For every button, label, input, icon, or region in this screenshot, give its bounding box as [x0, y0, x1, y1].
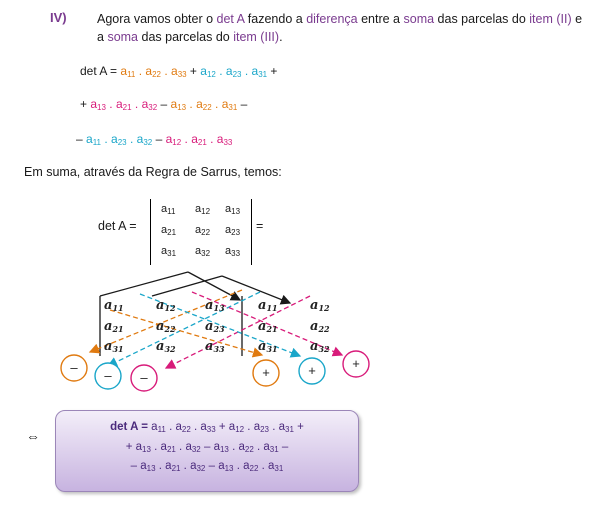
matrix-element: $a_{21}$: [191, 132, 207, 147]
text-segment: .: [131, 97, 142, 111]
matrix-element: $a_{23}$: [253, 421, 270, 434]
determinant-matrix: [150, 199, 252, 265]
text-segment: (II): [556, 12, 572, 26]
matrix-element: $a_{31}$: [221, 97, 238, 112]
minus-sign-icon: [131, 365, 157, 391]
text-segment: soma: [107, 30, 139, 44]
text-segment: .: [215, 64, 226, 78]
result-line: [56, 441, 358, 454]
matrix-cell: $a_{13}$: [225, 203, 241, 216]
matrix-element: $a_{23}$: [225, 64, 242, 79]
text-segment: –: [205, 460, 219, 472]
minus-sign-icon: [95, 363, 121, 389]
text-segment: .: [126, 132, 137, 146]
sarrus-cell: $a_{13}$: [205, 298, 225, 313]
copy-arrow: [222, 276, 290, 303]
matrix-element: $a_{13}$: [140, 460, 156, 473]
result-line: [56, 460, 358, 473]
matrix-element: $a_{11}$: [120, 64, 136, 79]
text-segment: .: [258, 460, 268, 472]
sarrus-cell: $a_{12}$: [310, 298, 330, 313]
formula-line-1: [80, 64, 277, 79]
matrix-element: $a_{21}$: [160, 441, 176, 454]
svg-text:+: +: [352, 356, 360, 371]
text-segment: fazendo a: [244, 12, 307, 26]
text-segment: –: [76, 132, 87, 146]
sarrus-cell: $a_{11}$: [104, 298, 124, 313]
result-box: [55, 410, 359, 492]
sarrus-cell: $a_{33}$: [205, 339, 225, 354]
matrix-element: $a_{13}$: [170, 97, 187, 112]
text-segment: .: [269, 421, 279, 433]
text-segment: .: [211, 97, 222, 111]
text-segment: .: [186, 97, 197, 111]
sarrus-cell: $a_{12}$: [156, 298, 176, 313]
sarrus-cell: $a_{32}$: [156, 339, 176, 354]
summary-text: Em suma, através da Regra de Sarrus, temos:: [24, 165, 282, 179]
matrix-element: $a_{13}$: [213, 441, 229, 454]
text-segment: .: [206, 132, 217, 146]
text-segment: .: [181, 132, 192, 146]
text-segment: .: [233, 460, 244, 472]
text-segment: .: [101, 132, 112, 146]
text-segment: +: [215, 421, 229, 433]
matrix-element: $a_{13}$: [218, 460, 234, 473]
text-segment: diferença: [306, 12, 358, 26]
sarrus-cell: $a_{22}$: [156, 319, 176, 334]
svg-text:+: +: [262, 365, 270, 380]
text-segment: .: [228, 441, 239, 453]
text-segment: das parcelas do: [434, 12, 530, 26]
matrix-cell: $a_{31}$: [161, 245, 177, 258]
matrix-element: $a_{21}$: [115, 97, 132, 112]
svg-text:–: –: [140, 370, 148, 385]
text-segment: .: [253, 441, 264, 453]
minus-sign-icon: [61, 355, 87, 381]
matrix-element: $a_{22}$: [238, 441, 254, 454]
sarrus-cell: $a_{21}$: [258, 319, 278, 334]
matrix-element: $a_{22}$: [175, 421, 191, 434]
text-segment: +: [293, 421, 304, 433]
text-segment: +: [125, 441, 136, 453]
text-segment: –: [278, 441, 289, 453]
svg-text:–: –: [70, 360, 78, 375]
formula-line-3: [76, 132, 232, 147]
matrix-cell: $a_{23}$: [225, 224, 241, 237]
matrix-element: $a_{23}$: [111, 132, 127, 147]
matrix-cell: $a_{21}$: [161, 224, 177, 237]
matrix-element: $a_{12}$: [228, 421, 245, 434]
text-segment: e a: [97, 12, 583, 44]
plus-sign-icon: [253, 360, 279, 386]
plus-sign-icon: [299, 358, 325, 384]
text-segment: .: [150, 441, 161, 453]
sarrus-cell: $a_{31}$: [258, 339, 278, 354]
matrix-element: $a_{22}$: [145, 64, 161, 79]
text-segment: det A =: [80, 64, 121, 78]
matrix-element: $a_{31}$: [251, 64, 268, 79]
step-label: IV): [50, 10, 67, 25]
matrix-cell: $a_{22}$: [195, 224, 211, 237]
text-segment: +: [186, 64, 201, 78]
result-line: [56, 421, 358, 434]
matrix-label: det A =: [98, 219, 137, 233]
text-segment: .: [190, 421, 201, 433]
matrix-element: $a_{31}$: [263, 441, 279, 454]
text-segment: item (III): [233, 30, 280, 44]
text-segment: +: [267, 64, 278, 78]
copy-arrow: [188, 272, 240, 300]
matrix-element: $a_{12}$: [165, 132, 182, 147]
matrix-element: $a_{32}$: [185, 441, 201, 454]
matrix-element: $a_{21}$: [165, 460, 181, 473]
matrix-cell: $a_{32}$: [195, 245, 211, 258]
matrix-element: $a_{13}$: [90, 97, 106, 112]
matrix-element: $a_{13}$: [135, 441, 151, 454]
matrix-element: $a_{32}$: [190, 460, 206, 473]
sarrus-cell: $a_{23}$: [205, 319, 225, 334]
formula-line-2: [80, 97, 247, 112]
copy-arrow: [100, 272, 188, 296]
matrix-element: $a_{31}$: [278, 421, 294, 434]
sarrus-cell: $a_{11}$: [258, 298, 278, 313]
text-segment: .: [155, 460, 166, 472]
matrix-element: $a_{32}$: [136, 132, 153, 147]
matrix-element: $a_{33}$: [171, 64, 187, 79]
matrix-element: $a_{22}$: [243, 460, 259, 473]
text-segment: soma: [403, 12, 435, 26]
svg-text:–: –: [104, 368, 112, 383]
text-segment: Agora vamos obter o: [97, 12, 217, 26]
text-segment: .: [165, 421, 176, 433]
svg-text:+: +: [308, 363, 316, 378]
text-segment: .: [241, 64, 252, 78]
matrix-element: $a_{11}$: [151, 421, 166, 434]
text-segment: item: [529, 12, 553, 26]
matrix-element: $a_{32}$: [141, 97, 158, 112]
text-segment: –: [200, 441, 214, 453]
text-segment: –: [130, 460, 141, 472]
sarrus-cell: $a_{22}$: [310, 319, 330, 334]
matrix-element: $a_{12}$: [200, 64, 216, 79]
text-segment: .: [160, 64, 171, 78]
diagonal-arrow: [108, 292, 260, 366]
matrix-element: $a_{22}$: [196, 97, 212, 112]
text-segment: .: [244, 421, 254, 433]
plus-sign-icon: [343, 351, 369, 377]
matrix-cell: $a_{33}$: [225, 245, 241, 258]
matrix-element: $a_{31}$: [268, 460, 284, 473]
text-segment: –: [157, 97, 171, 111]
matrix-equals: =: [256, 219, 264, 233]
text-segment: det A: [216, 12, 245, 26]
text-segment: entre a: [357, 12, 404, 26]
matrix-cell: $a_{11}$: [161, 203, 176, 216]
text-segment: .: [175, 441, 186, 453]
equivalence-icon: ⇔: [26, 428, 40, 444]
text-segment: +: [80, 97, 91, 111]
text-segment: –: [152, 132, 166, 146]
sarrus-cell: $a_{21}$: [104, 319, 124, 334]
text-segment: –: [237, 97, 248, 111]
text-segment: .: [105, 97, 116, 111]
intro-paragraph: [97, 10, 587, 46]
text-segment: .: [135, 64, 146, 78]
text-segment: det A =: [110, 421, 152, 433]
text-segment: das parcelas do: [138, 30, 234, 44]
matrix-cell: $a_{12}$: [195, 203, 211, 216]
text-segment: .: [279, 30, 283, 44]
sarrus-cell: $a_{32}$: [310, 339, 330, 354]
matrix-element: $a_{11}$: [86, 132, 102, 147]
matrix-element: $a_{33}$: [216, 132, 233, 147]
text-segment: .: [180, 460, 191, 472]
sarrus-cell: $a_{31}$: [104, 339, 124, 354]
matrix-element: $a_{33}$: [200, 421, 216, 434]
